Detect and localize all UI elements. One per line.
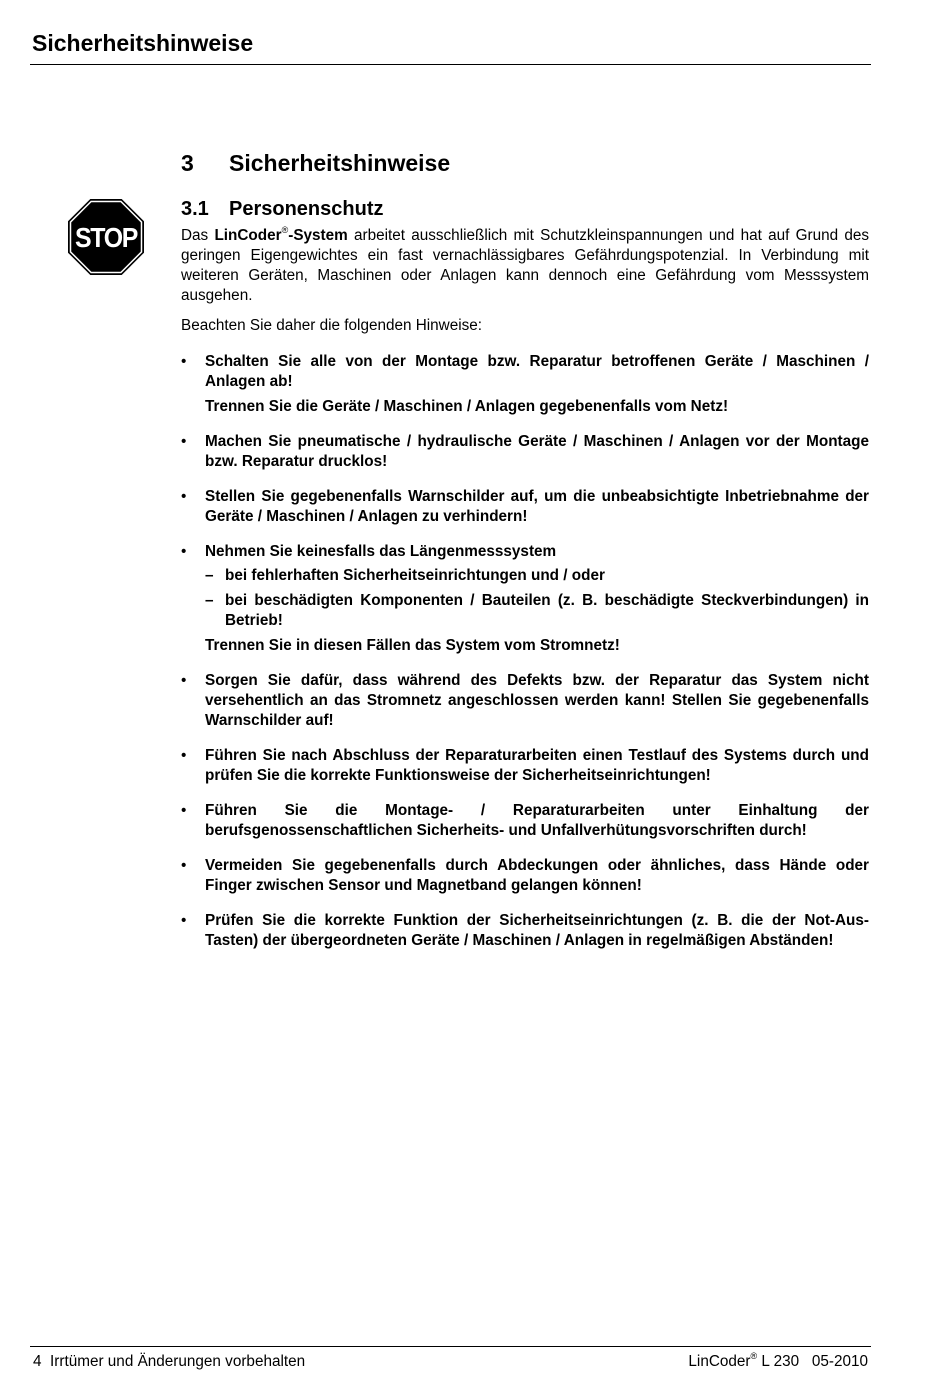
- product-name: LinCoder: [214, 227, 282, 244]
- dash-icon: –: [205, 567, 214, 584]
- list-item-text: Sorgen Sie dafür, dass während des Defekts bzw. der Reparatur das System nicht versehentlich an das Stromnetz angeschlossen werden kann! Stellen Sie gegebenenfalls Warnschilder auf!: [205, 672, 869, 729]
- dash-icon: –: [205, 592, 214, 609]
- footer-model: L 230: [761, 1353, 800, 1370]
- intro-paragraph: [181, 226, 869, 306]
- list-item: [181, 671, 869, 731]
- section-title: Personenschutz: [229, 198, 384, 220]
- bullet-icon: •: [181, 543, 187, 560]
- intro-prefix: Das: [181, 227, 215, 244]
- footer-registered-mark: ®: [750, 1351, 758, 1361]
- list-item-text: Vermeiden Sie gegebenenfalls durch Abdeckungen oder ähnliches, dass Hände oder Finger zwischen Sensor und Magnetband gelangen können!: [205, 857, 869, 894]
- footer-date: 05-2010: [811, 1353, 868, 1370]
- stop-sign-icon: [68, 199, 144, 275]
- section-number: 3.1: [181, 198, 209, 220]
- footer-disclaimer: Irrtümer und Änderungen vorbehalten: [50, 1353, 306, 1370]
- intro-text: arbeitet ausschließlich mit Schutzkleinspannungen und hat auf Grund des geringen Eigengewichtes ein fast vernachlässigbares Gefährdungspotenzial. In Verbindung mit weiteren Geräten, Maschinen oder Anlagen kann dennoch eine Gefährdung vom Messsystem ausgehen.: [181, 227, 869, 304]
- sub-list-item: [205, 591, 869, 631]
- list-item-note: Trennen Sie die Geräte / Maschinen / Anlagen gegebenenfalls vom Netz!: [205, 398, 729, 415]
- bullet-icon: •: [181, 802, 187, 819]
- sub-list-item-text: bei fehlerhaften Sicherheitseinrichtungen und / oder: [225, 567, 605, 584]
- registered-mark: ®: [281, 225, 289, 235]
- list-item: [181, 432, 869, 472]
- list-item: [181, 542, 869, 656]
- system-suffix: -System: [288, 227, 348, 244]
- bullet-icon: •: [181, 747, 187, 764]
- page-number: 4: [33, 1353, 42, 1370]
- list-item: [181, 487, 869, 527]
- notice-paragraph: Beachten Sie daher die folgenden Hinweise:: [181, 317, 483, 334]
- list-item-text: Stellen Sie gegebenenfalls Warnschilder auf, um die unbeabsichtigte Inbetriebnahme der Geräte / Maschinen / Anlagen zu verhindern!: [205, 488, 869, 525]
- chapter-number: 3: [181, 150, 194, 176]
- chapter-title: Sicherheitshinweise: [229, 150, 451, 176]
- bullet-icon: •: [181, 912, 187, 929]
- main-content: [181, 148, 869, 966]
- bullet-icon: •: [181, 433, 187, 450]
- bullet-icon: •: [181, 672, 187, 689]
- footer-divider: [30, 1346, 871, 1347]
- list-item-text: Nehmen Sie keinesfalls das Längenmesssystem: [205, 543, 557, 560]
- sub-list-item: [205, 566, 869, 586]
- list-item-text: Führen Sie nach Abschluss der Reparaturarbeiten einen Testlauf des Systems durch und prüfen Sie die korrekte Funktionsweise der Sicherheitseinrichtungen!: [205, 747, 869, 784]
- stop-sign-text: STOP: [75, 222, 138, 253]
- bullet-icon: •: [181, 353, 187, 370]
- running-header: Sicherheitshinweise: [32, 30, 254, 56]
- list-item: [181, 352, 869, 417]
- bullet-icon: •: [181, 488, 187, 505]
- list-item-text: Prüfen Sie die korrekte Funktion der Sicherheitseinrichtungen (z. B. die der Not-Aus-Tasten) der übergeordneten Geräte / Maschinen / Anlagen in regelmäßigen Abständen!: [205, 912, 869, 949]
- header-divider: [30, 64, 871, 65]
- list-item: [181, 856, 869, 896]
- footer-product: LinCoder: [688, 1353, 751, 1370]
- list-item: [181, 911, 869, 951]
- list-item-text: Machen Sie pneumatische / hydraulische Geräte / Maschinen / Anlagen vor der Montage bzw. Reparatur drucklos!: [205, 433, 869, 470]
- sub-list: [205, 566, 869, 631]
- bullet-icon: •: [181, 857, 187, 874]
- footer-left: [33, 1353, 305, 1371]
- chapter-heading: [181, 148, 869, 178]
- sub-list-item-text: bei beschädigten Komponenten / Bauteilen (z. B. beschädigte Steckverbindungen) in Betrieb!: [225, 592, 869, 629]
- safety-list: [181, 352, 869, 951]
- footer-right: [688, 1353, 868, 1371]
- list-item-text: Führen Sie die Montage- / Reparaturarbeiten unter Einhaltung der berufsgenossenschaftlichen Sicherheits- und Unfallverhütungsvorschriften durch!: [205, 802, 869, 839]
- list-item: [181, 746, 869, 786]
- section-heading: [181, 196, 869, 222]
- list-item: [181, 801, 869, 841]
- list-item-note: Trennen Sie in diesen Fällen das System vom Stromnetz!: [205, 637, 620, 654]
- list-item-text: Schalten Sie alle von der Montage bzw. Reparatur betroffenen Geräte / Maschinen / Anlagen ab!: [205, 353, 869, 390]
